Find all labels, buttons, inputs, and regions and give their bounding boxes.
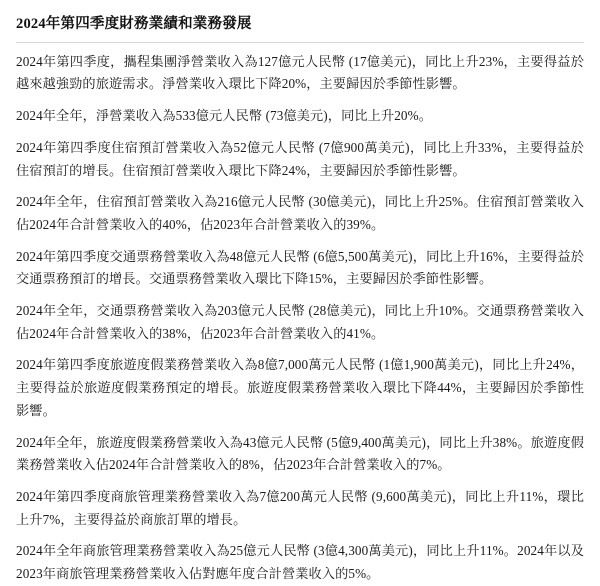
paragraph: 2024年第四季度旅遊度假業務營業收入為8億7,000萬元人民幣 (1億1,900萬美元)，同比上升24%，主要得益於旅遊度假業務預定的增長。旅遊度假業務營業收入環比下降44%，主要歸因於季節性影響。 xyxy=(16,357,584,418)
paragraph: 2024年全年，旅遊度假業務營業收入為43億元人民幣 (5億9,400萬美元)，同比上升38%。旅遊度假業務營業收入佔2024年合計營業收入的8%，佔2023年合計營業收入的7%。 xyxy=(16,434,584,473)
paragraph: 2024年第四季度交通票務營業收入為48億元人民幣 (6億5,500萬美元)，同比上升16%，主要得益於交通票務預訂的增長。交通票務營業收入環比下降15%，主要歸因於季節性影響。 xyxy=(16,248,584,287)
paragraph: 2024年全年，交通票務營業收入為203億元人民幣 (28億美元)，同比上升10%。交通票務營業收入佔2024年合計營業收入的38%，佔2023年合計營業收入的41%。 xyxy=(16,303,584,341)
page-title: 2024年第四季度財務業績和業務發展 xyxy=(16,16,252,32)
paragraph: 2024年第四季度商旅管理業務營業收入為7億200萬元人民幣 (9,600萬美元)，同比上升11%，環比上升7%，主要得益於商旅訂單的增長。 xyxy=(16,489,584,527)
paragraph: 2024年全年，淨營業收入為533億元人民幣 (73億美元)，同比上升20%。 xyxy=(16,108,432,124)
paragraph: 2024年全年商旅管理業務營業收入為25億元人民幣 (3億4,300萬美元)，同比上升11%。2024年以及2023年商旅管理業務營業收入佔對應年度合計營業收入的5%。 xyxy=(16,543,584,582)
title-divider xyxy=(16,42,584,43)
paragraph: 2024年全年，住宿預訂營業收入為216億元人民幣 (30億美元)，同比上升25%。住宿預訂營業收入佔2024年合計營業收入的40%，佔2023年合計營業收入的39%。 xyxy=(16,194,584,232)
paragraph: 2024年第四季度，攜程集團淨營業收入為127億元人民幣 (17億美元)，同比上升23%，主要得益於越來越強勁的旅遊需求。淨營業收入環比下降20%，主要歸因於季節性影響。 xyxy=(16,53,584,92)
paragraph: 2024年第四季度住宿預訂營業收入為52億元人民幣 (7億900萬美元)，同比上升33%，主要得益於住宿預訂的增長。住宿預訂營業收入環比下降24%，主要歸因於季節性影響。 xyxy=(16,139,584,178)
